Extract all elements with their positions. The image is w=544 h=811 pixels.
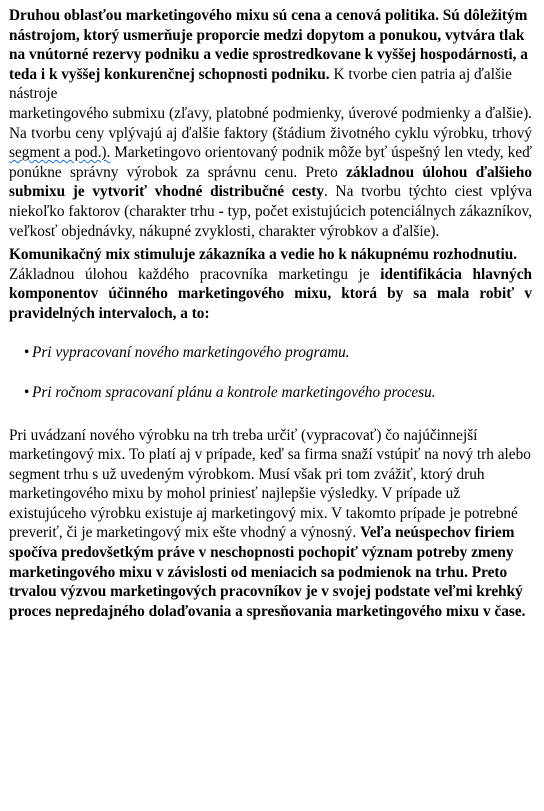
paragraph-4-text: Pri uvádzaní nového výrobku na trh treba určiť (vypracovať) čo najúčinnejší marketingový mix. To platí aj v prípade, keď sa firma snaží vstúpiť na nový trh alebo segment trhu s už uvedeným výrobkom. Musí však pri tom zvážiť, ktorý druh marketingového mixu by mohol priniesť najlepšie výsledky. V prípade už existujúceho výrobku existuje aj marketingový mix. V takomto prípade je potrebné preveriť, či je marketingový mix ešte vhodný a výnosný. (9, 426, 531, 542)
paragraph-3-text: Základnou úlohou každého pracovníka marketingu je (9, 265, 381, 283)
paragraph-price-and-distribution (9, 6, 532, 104)
paragraph-identification (9, 265, 532, 324)
paragraph-new-product (9, 426, 532, 622)
spacer (9, 403, 532, 426)
spacer (9, 324, 532, 343)
bold-dash: - (218, 202, 224, 220)
paragraph-1c-text: Marketingovo orientovaný podnik môže byť úspešný len vtedy, keď ponúkne správny výrobok za správnu cenu. Preto (9, 144, 533, 181)
paragraph-1b-text: marketingového submixu (zľavy, platobné podmienky, úverové podmienky a ďalšie). Na tvorbu ceny vplývajú aj ďalšie faktory (štádium životného cyklu výrobku, trhový (9, 104, 532, 142)
list-item-text: Pri ročnom spracovaní plánu a kontrole marketingového procesu. (32, 383, 436, 401)
paragraph-4-bold: Veľa neúspechov firiem spočíva predovšetkým práve v neschopnosti pochopiť význam potreby zmeny marketingového mixu v závislosti od meniacich sa podmienok na trhu. Preto trvalou výzvou marketingových pracovníkov je v svojej podstate veľmi krehký proces nepredajného dolaďovania a spresňovania marketingového mixu v čase. (9, 524, 526, 620)
paragraph-1-text: K tvorbe cien patria aj ďalšie nástroje (9, 65, 512, 103)
bullet-icon: • (24, 383, 30, 401)
paragraph-1d-text: . Na tvorbu týchto ciest vplýva niekoľko faktorov (charakter trhu (9, 183, 532, 220)
list-item (9, 343, 532, 363)
spellcheck-underlined-text: segment a pod.). (9, 144, 111, 162)
paragraph-3-bold: identifikácia hlavných komponentov účinného marketingového mixu, ktorá by sa mala robiť v pravidelných intervaloch, a to: (9, 265, 532, 322)
paragraph-communication-mix: Komunikačný mix stimuluje zákazníka a vedie ho k nákupnému rozhodnutiu. (9, 246, 518, 264)
paragraph-1e-text: typ, počet existujúcich potenciálnych zákazníkov, veľkosť objednávky, nákupné zvyklosti, charakter výrobkov a ďalšie). (9, 202, 533, 240)
bullet-list (9, 343, 532, 403)
paragraph-submix (9, 104, 532, 241)
paragraph-1-bold-distribution: základnou úlohou ďalšieho submixu je vytvoriť vhodné distribučné cesty (9, 163, 532, 201)
list-item (9, 383, 532, 403)
bullet-icon: • (24, 343, 30, 361)
list-item-text: Pri vypracovaní nového marketingového programu. (32, 343, 350, 361)
paragraph-1-bold-lead: Druhou oblasťou marketingového mixu sú cena a cenová politika. Sú dôležitým nástrojom, ktorý usmerňuje proporcie medzi dopytom a ponukou, vytvára tlak na vnútorné rezervy podniku a vedie sprostredkovane k vyššej hospodárnosti, a teda i k vyššej konkurenčnej schopnosti podniku. (9, 7, 528, 83)
